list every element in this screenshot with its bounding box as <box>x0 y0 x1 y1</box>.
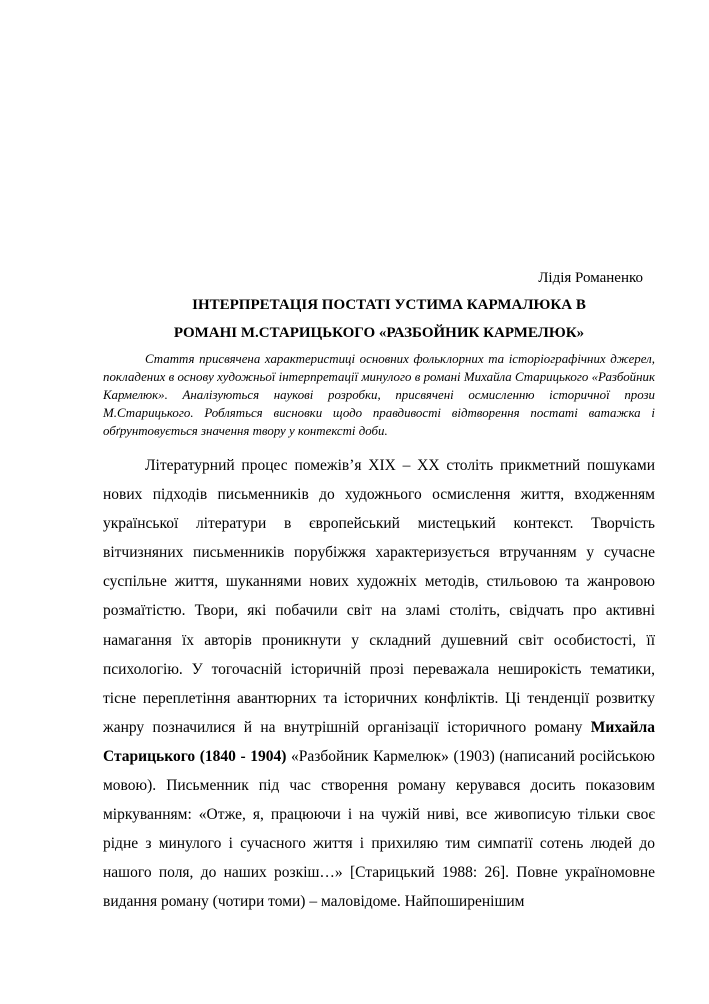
abstract: Стаття присвячена характеристиці основних фольклорних та історіографічних джерел, покладених в основу художньої інтерпретації минулого в романі Михайла Старицького «Разбойник Кармелюк». Аналізуються наукові розробки, присвячені осмисленню історичної прози М.Старицького. Робляться висновки щодо правдивості відтворення постаті ватажка і обґрунтовується значення твору у контексті доби. <box>103 352 655 438</box>
body-bold-name: Михайла Старицького (1840 - 1904) <box>103 718 655 765</box>
author-name: Лідія Романенко <box>538 270 643 286</box>
body-text-part-2: «Разбойник Кармелюк» (1903) (написаний російською мовою). Письменник під час створення роману керувався досить показовим міркуванням: «Отже, я, працюючи і на чужій ниві, все живописую тільки своє рідне з минулого і сучасного життя і прихиляю тим симпатії сотень людей до нашого поля, до наших розкіш…» [Старицький 1988: 26]. Повне україномовне видання роману (чотири томи) – маловідоме. Найпоширенішим <box>103 747 655 911</box>
body-text-part-1: Літературний процес помежів’я XIX – XX століть прикметний пошуками нових підходів письменників до художнього осмислення життя, входженням української літератури в європейський мистецький контекст. Творчість вітчизняних письменників порубіжжя характеризується втручанням у сучасне суспільне життя, шуканнями нових художніх методів, стильовою та жанровою розмаїтістю. Твори, які побачили світ на зламі століть, свідчать про активні намагання їх авторів проникнути у складний душевний світ особистості, її психологію. У тогочасній історичній прозі переважала неширокість тематики, тісне переплетіння авантюрних та історичних конфліктів. Ці тенденції розвитку жанру позначилися й на внутрішній організації історичного роману <box>103 457 655 736</box>
title-line-1: ІНТЕРПРЕТАЦІЯ ПОСТАТІ УСТИМА КАРМАЛЮКА В <box>192 297 586 313</box>
title-line-2: РОМАНІ М.СТАРИЦЬКОГО «РАЗБОЙНИК КАРМЕЛЮК» <box>173 325 585 341</box>
body-paragraph <box>103 451 655 917</box>
